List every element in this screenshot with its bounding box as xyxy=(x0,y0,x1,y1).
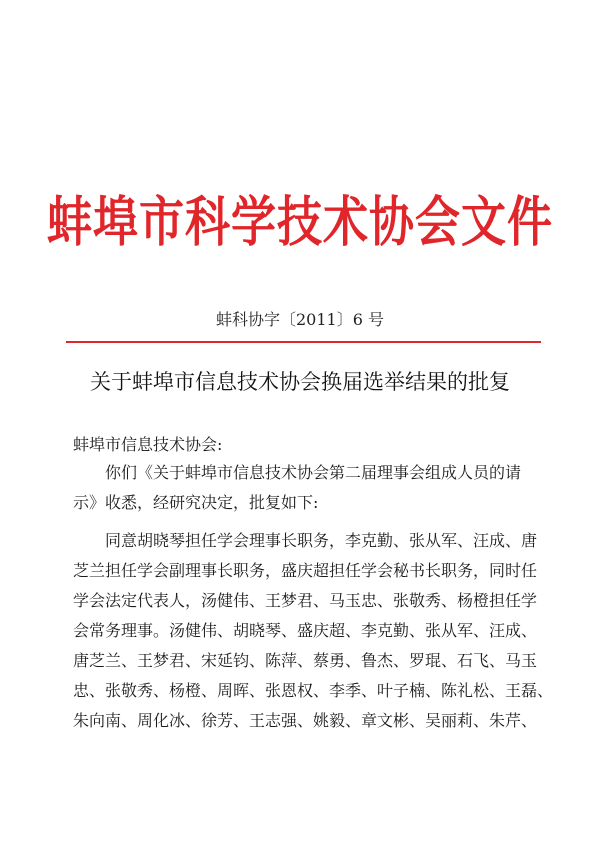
paragraph-line: 示》收悉，经研究决定，批复如下: xyxy=(73,493,319,512)
document-header-title: 蚌埠市科学技术协会文件 xyxy=(46,190,553,254)
salutation: 蚌埠市信息技术协会: xyxy=(73,435,223,454)
paragraph-line: 同意胡晓琴担任学会理事长职务，李克勤、张从军、汪成、唐 xyxy=(105,531,538,550)
document-subject: 关于蚌埠市信息技术协会换届选举结果的批复 xyxy=(90,370,510,394)
paragraph-line: 唐芝兰、王梦君、宋延钧、陈萍、蔡勇、鲁杰、罗琨、石飞、马玉 xyxy=(73,651,538,670)
paragraph-line: 朱向南、周化冰、徐芳、王志强、姚毅、章文彬、吴丽莉、朱芹、 xyxy=(73,711,538,730)
paragraph-line: 你们《关于蚌埠市信息技术协会第二届理事会组成人员的请 xyxy=(105,463,522,482)
paragraph-line: 学会法定代表人，汤健伟、王梦君、马玉忠、张敬秀、杨橙担任学 xyxy=(73,591,538,610)
paragraph-line: 会常务理事。汤健伟、胡晓琴、盛庆超、李克勤、张从军、汪成、 xyxy=(73,621,538,640)
paragraph-line: 芝兰担任学会副理事长职务，盛庆超担任学会秘书长职务，同时任 xyxy=(73,561,538,580)
red-divider-rule xyxy=(66,341,541,343)
paragraph-2 xyxy=(73,526,554,736)
paragraph-1 xyxy=(73,458,541,518)
paragraph-line: 忠、张敬秀、杨橙、周晖、张恩权、李季、叶子楠、陈礼松、王磊、 xyxy=(73,681,554,700)
document-number: 蚌科协字〔2011〕6 号 xyxy=(216,310,384,329)
